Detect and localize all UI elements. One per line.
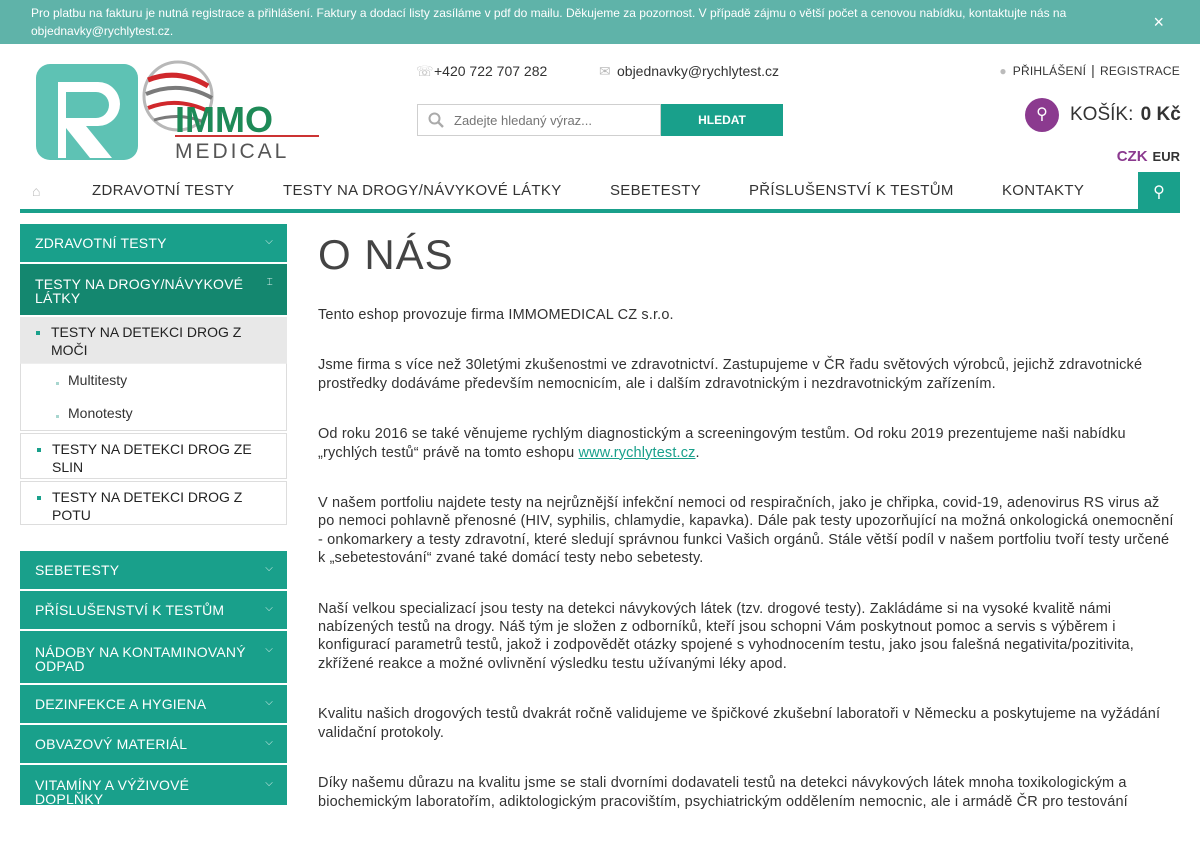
currency-czk[interactable]: CZK	[1116, 148, 1148, 165]
paragraph-4: V našem portfoliu najdete testy na nejrůznější infekční nemoci od respiračních, jako je chřipka, covid-19, adenovirus RS virus až po nemoci pohlavně přenosné (HIV, syphilis, chlamydie, kapavka). Dále pak testy upozorňující na možná onkologická onemocnění - onkomarkery a testy zdravotní, které sledují správnou funkci Vašich orgánů. Stále větší podíl v našem portfoliu tvoří testy určené k „sebetestování“ zvané také domácí testy nebo sebetesty.	[318, 495, 1174, 567]
sidebar-sub-drogy-ze-slin[interactable]	[20, 433, 287, 479]
bullet-icon	[37, 448, 41, 452]
nav-item-zdravotni-testy[interactable]: ZDRAVOTNÍ TESTY	[92, 182, 235, 199]
home-icon[interactable]: ⌂	[32, 183, 41, 199]
sidebar-subsub-multitesty[interactable]	[20, 363, 287, 397]
bullet-icon	[56, 382, 59, 385]
chevron-down-icon: ⌵	[265, 644, 273, 655]
notice-text: Pro platbu na fakturu je nutná registrace a přihlášení. Faktury a dodací listy zasíláme v pdf do mailu. Děkujeme za pozornost. V případě zájmu o větší počet a cenovou nabídku, kontaktujte nás na objednavky@rychlytest.cz.	[31, 6, 1067, 38]
nav-item-prislusenstvi[interactable]: PŘÍSLUŠENSTVÍ K TESTŮM	[749, 182, 954, 199]
logo-text-medical: MEDICAL	[175, 140, 290, 163]
sidebar-cat-obvazovy[interactable]	[20, 725, 287, 763]
category-label: SEBETESTY	[35, 562, 120, 578]
subsub-label: Monotesty	[68, 405, 133, 421]
subsub-label: Multitesty	[68, 372, 128, 388]
info-notice-bar	[0, 0, 1200, 44]
chevron-down-icon: ⌵	[265, 737, 273, 748]
bullet-icon	[36, 331, 40, 335]
currency-switcher	[1117, 148, 1180, 165]
sidebar-cat-testy-na-drogy[interactable]	[20, 264, 287, 315]
main-navigation	[20, 172, 1180, 213]
paragraph-3-text: Od roku 2016 se také věnujeme rychlým diagnostickým a screeningovým testům. Od roku 2019 prezentujeme naši nabídku „rychlých testů“ právě na tomto eshopu	[318, 426, 1126, 461]
sidebar-sub-drogy-z-moci[interactable]	[20, 317, 287, 363]
search-box	[417, 104, 661, 136]
category-label: TESTY NA DROGY/NÁVYKOVÉ LÁTKY	[35, 276, 244, 306]
main-content	[318, 230, 1174, 843]
register-link[interactable]: REGISTRACE	[1099, 64, 1180, 78]
cart-label: KOŠÍK:	[1070, 104, 1134, 125]
nav-item-testy-na-drogy[interactable]: TESTY NA DROGY/NÁVYKOVÉ LÁTKY	[283, 182, 562, 199]
search-input[interactable]	[454, 105, 654, 135]
paragraph-2: Jsme firma s více než 30letými zkušenostmi ve zdravotnictví. Zastupujeme v ČR řadu světových výrobců, jejichž zdravotnické prostředky dodáváme především nemocnicím, ale i dalším zdravotnickým i nezdravotnickým zařízením.	[318, 357, 1143, 392]
phone-number: +420 722 707 282	[434, 63, 548, 79]
subcategory-label: TESTY NA DETEKCI DROG Z MOČI	[51, 324, 242, 358]
subcategory-label: TESTY NA DETEKCI DROG ZE SLIN	[52, 441, 252, 475]
bullet-icon	[37, 496, 41, 500]
chevron-down-icon: ⌵	[265, 563, 273, 574]
paragraph-7: Díky našemu důrazu na kvalitu jsme se stali dvorními dodavateli testů na detekci návykových látek mnoha toxikologickým a biochemickým laboratořím, adiktologickým pracovištím, psychiatrickým oddělením nemocnic, ale i armádě ČR pro testování	[318, 775, 1128, 810]
logo-text-immo: IMMO	[175, 99, 273, 140]
website-link[interactable]: www.rychlytest.cz	[578, 444, 696, 461]
sidebar-cat-prislusenstvi[interactable]	[20, 591, 287, 629]
sidebar-sub-drogy-z-potu[interactable]	[20, 481, 287, 525]
cart-price: 0 Kč	[1140, 104, 1181, 125]
category-label: ZDRAVOTNÍ TESTY	[35, 235, 167, 251]
cart-icon[interactable]: ⚲	[1025, 98, 1059, 132]
user-icon: ●	[999, 64, 1007, 78]
chevron-down-icon: ⌵	[265, 697, 273, 708]
sidebar-cat-dezinfekce[interactable]	[20, 685, 287, 723]
chevron-up-icon: ⌶	[266, 277, 273, 288]
sidebar-cat-vitaminy[interactable]	[20, 765, 287, 805]
auth-links	[999, 62, 1180, 78]
contact-email[interactable]	[599, 63, 779, 80]
chevron-down-icon: ⌵	[265, 778, 273, 789]
auth-separator: |	[1091, 62, 1095, 78]
close-icon[interactable]: ×	[1153, 12, 1164, 32]
sidebar-subsub-monotesty[interactable]	[20, 397, 287, 431]
email-address: objednavky@rychlytest.cz	[617, 63, 780, 79]
menu-search-icon[interactable]: ⚲	[1138, 172, 1180, 213]
search-icon	[428, 112, 444, 128]
logo-graphic	[36, 58, 326, 164]
category-label: VITAMÍNY A VÝŽIVOVÉ DOPLŇKY	[35, 777, 190, 807]
currency-eur[interactable]: EUR	[1152, 149, 1180, 164]
category-label: PŘÍSLUŠENSTVÍ K TESTŮM	[35, 602, 225, 618]
category-label: NÁDOBY NA KONTAMINOVANÝ ODPAD	[35, 644, 246, 674]
login-link[interactable]: PŘIHLÁŠENÍ	[1012, 64, 1087, 78]
site-logo[interactable]	[36, 58, 326, 164]
category-label: OBVAZOVÝ MATERIÁL	[35, 736, 188, 752]
nav-item-sebetesty[interactable]: SEBETESTY	[610, 182, 702, 199]
paragraph-3	[318, 425, 1174, 462]
sidebar-cat-zdravotni-testy[interactable]	[20, 224, 287, 262]
page-title: O NÁS	[318, 231, 454, 278]
paragraph-1: Tento eshop provozuje firma IMMOMEDICAL CZ s.r.o.	[318, 307, 674, 323]
category-label: DEZINFEKCE A HYGIENA	[35, 696, 207, 712]
sidebar-cat-sebetesty[interactable]	[20, 551, 287, 589]
paragraph-3-end: .	[695, 444, 700, 461]
subcategory-label: TESTY NA DETEKCI DROG Z POTU	[52, 489, 243, 523]
search-button[interactable]: HLEDAT	[661, 104, 783, 136]
cart-summary[interactable]	[1070, 104, 1181, 126]
phone-icon: ☏	[416, 63, 434, 79]
mail-icon: ✉	[599, 63, 611, 79]
bullet-icon	[56, 415, 59, 418]
chevron-down-icon: ⌵	[265, 603, 273, 614]
chevron-down-icon: ⌵	[265, 236, 273, 247]
nav-item-kontakty[interactable]: KONTAKTY	[1002, 182, 1085, 199]
contact-phone[interactable]	[416, 63, 547, 80]
paragraph-5: Naší velkou specializací jsou testy na detekci návykových látek (tzv. drogové testy). Zakládáme si na vysoké kvalitě námi nabízených testů na drogy. Náš tým je složen z odborníků, kteří jsou schopni Vám poskytnout pomoc a servis s výběrem i konfigurací parametrů testů, jakož i zodpovědět otázky spojené s vyhodnocením testu, jako jsou falešná negativita/pozitivita, zkřížené reakce a možné ovlivnění výsledku testu užívanými léky apod.	[318, 600, 1134, 672]
category-sidebar	[20, 224, 287, 807]
sidebar-cat-nadoby[interactable]	[20, 631, 287, 683]
paragraph-6: Kvalitu našich drogových testů dvakrát ročně validujeme ve špičkové zkušební laboratoři v Německu a poskytujeme na vyžádání validační protokoly.	[318, 706, 1161, 741]
